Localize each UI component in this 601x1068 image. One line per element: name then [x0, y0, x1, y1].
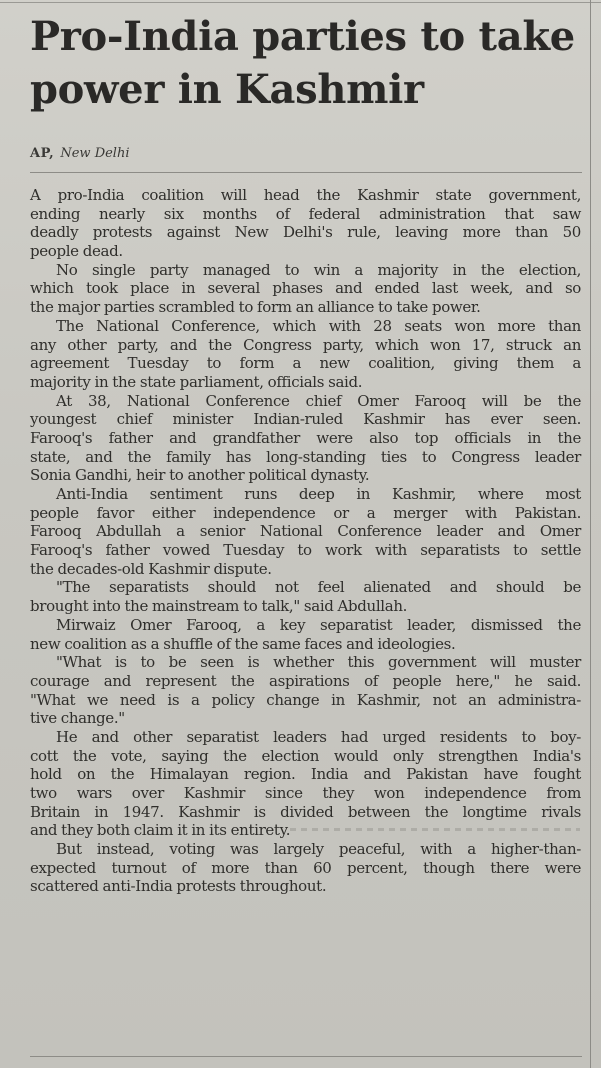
article-line: At 38, National Conference chief Omer Farooq will be the — [56, 391, 581, 410]
article-line: state, and the family has long-standing ties to Congress leader — [30, 447, 581, 466]
article-line: majority in the state parliament, officials said. — [30, 372, 363, 391]
article-line: expected turnout of more than 60 percent, though there were — [30, 858, 581, 877]
article-line: "What is to be seen is whether this government will muster — [56, 653, 581, 672]
article-line: The National Conference, which with 28 seats won more than — [56, 316, 581, 335]
article-line: ending nearly six months of federal administration that saw — [30, 204, 581, 223]
article-line: new coalition as a shuffle of the same faces and ideologies. — [30, 634, 456, 653]
article-line: Mirwaiz Omer Farooq, a key separatist leader, dismissed the — [56, 615, 581, 634]
article-line: Farooq's father and grandfather were also top officials in the — [30, 428, 581, 447]
article-line: the major parties scrambled to form an alliance to take power. — [30, 298, 481, 317]
bottom-divider — [30, 1056, 582, 1057]
byline-place: New Delhi — [60, 146, 130, 161]
headline — [30, 10, 590, 116]
article-body — [30, 186, 581, 896]
article-line: people favor either independence or a merger with Pakistan. — [30, 503, 581, 522]
article-line: which took place in several phases and ended last week, and so — [30, 279, 581, 298]
headline-line: power in Kashmir — [30, 66, 424, 113]
byline-agency: AP, — [30, 146, 55, 161]
article-line: Sonia Gandhi, heir to another political dynasty. — [30, 466, 370, 485]
column-rule — [590, 0, 591, 1068]
headline-line: Pro-India parties to take — [30, 13, 575, 60]
article-line: agreement Tuesday to form a new coalition, giving them a — [30, 354, 581, 373]
byline — [30, 145, 130, 163]
article-line: tive change." — [30, 709, 125, 728]
print-smudge — [290, 828, 580, 831]
article-line: cott the vote, saying the election would only strengthen India's — [30, 746, 581, 765]
article-line: Farooq's father vowed Tuesday to work with separatists to settle — [30, 541, 581, 560]
article-line: courage and represent the aspirations of people here," he said. — [30, 671, 581, 690]
article-line: any other party, and the Congress party, which won 17, struck an — [30, 335, 581, 354]
article-line: No single party managed to win a majority in the election, — [56, 260, 581, 279]
article-line: "The separatists should not feel alienated and should be — [56, 578, 581, 597]
article-line: Farooq Abdullah a senior National Conference leader and Omer — [30, 522, 581, 541]
article-line: brought into the mainstream to talk," said Abdullah. — [30, 597, 408, 616]
article-line: A pro-India coalition will head the Kashmir state government, — [30, 186, 581, 204]
article-line: "What we need is a policy change in Kashmir, not an administra- — [30, 690, 581, 709]
article-line: But instead, voting was largely peaceful, with a higher-than- — [56, 840, 581, 859]
article-line: Britain in 1947. Kashmir is divided between the longtime rivals — [30, 802, 581, 821]
top-rule — [0, 2, 601, 3]
article-line: and they both claim it in its entirety. — [30, 821, 291, 840]
article-line: two wars over Kashmir since they won independence from — [30, 784, 581, 802]
article-line: hold on the Himalayan region. India and Pakistan have fought — [30, 765, 581, 784]
article-line: the decades-old Kashmir dispute. — [30, 559, 272, 578]
article-line: scattered anti-India protests throughout. — [30, 877, 327, 896]
article-line: deadly protests against New Delhi's rule, leaving more than 50 — [30, 223, 581, 242]
article-line: Anti-India sentiment runs deep in Kashmir, where most — [56, 485, 581, 503]
article-line: He and other separatist leaders had urged residents to boy- — [56, 727, 581, 746]
article-line: people dead. — [30, 242, 123, 261]
article-line: youngest chief minister Indian-ruled Kashmir has ever seen. — [30, 410, 581, 429]
byline-divider — [30, 172, 582, 173]
